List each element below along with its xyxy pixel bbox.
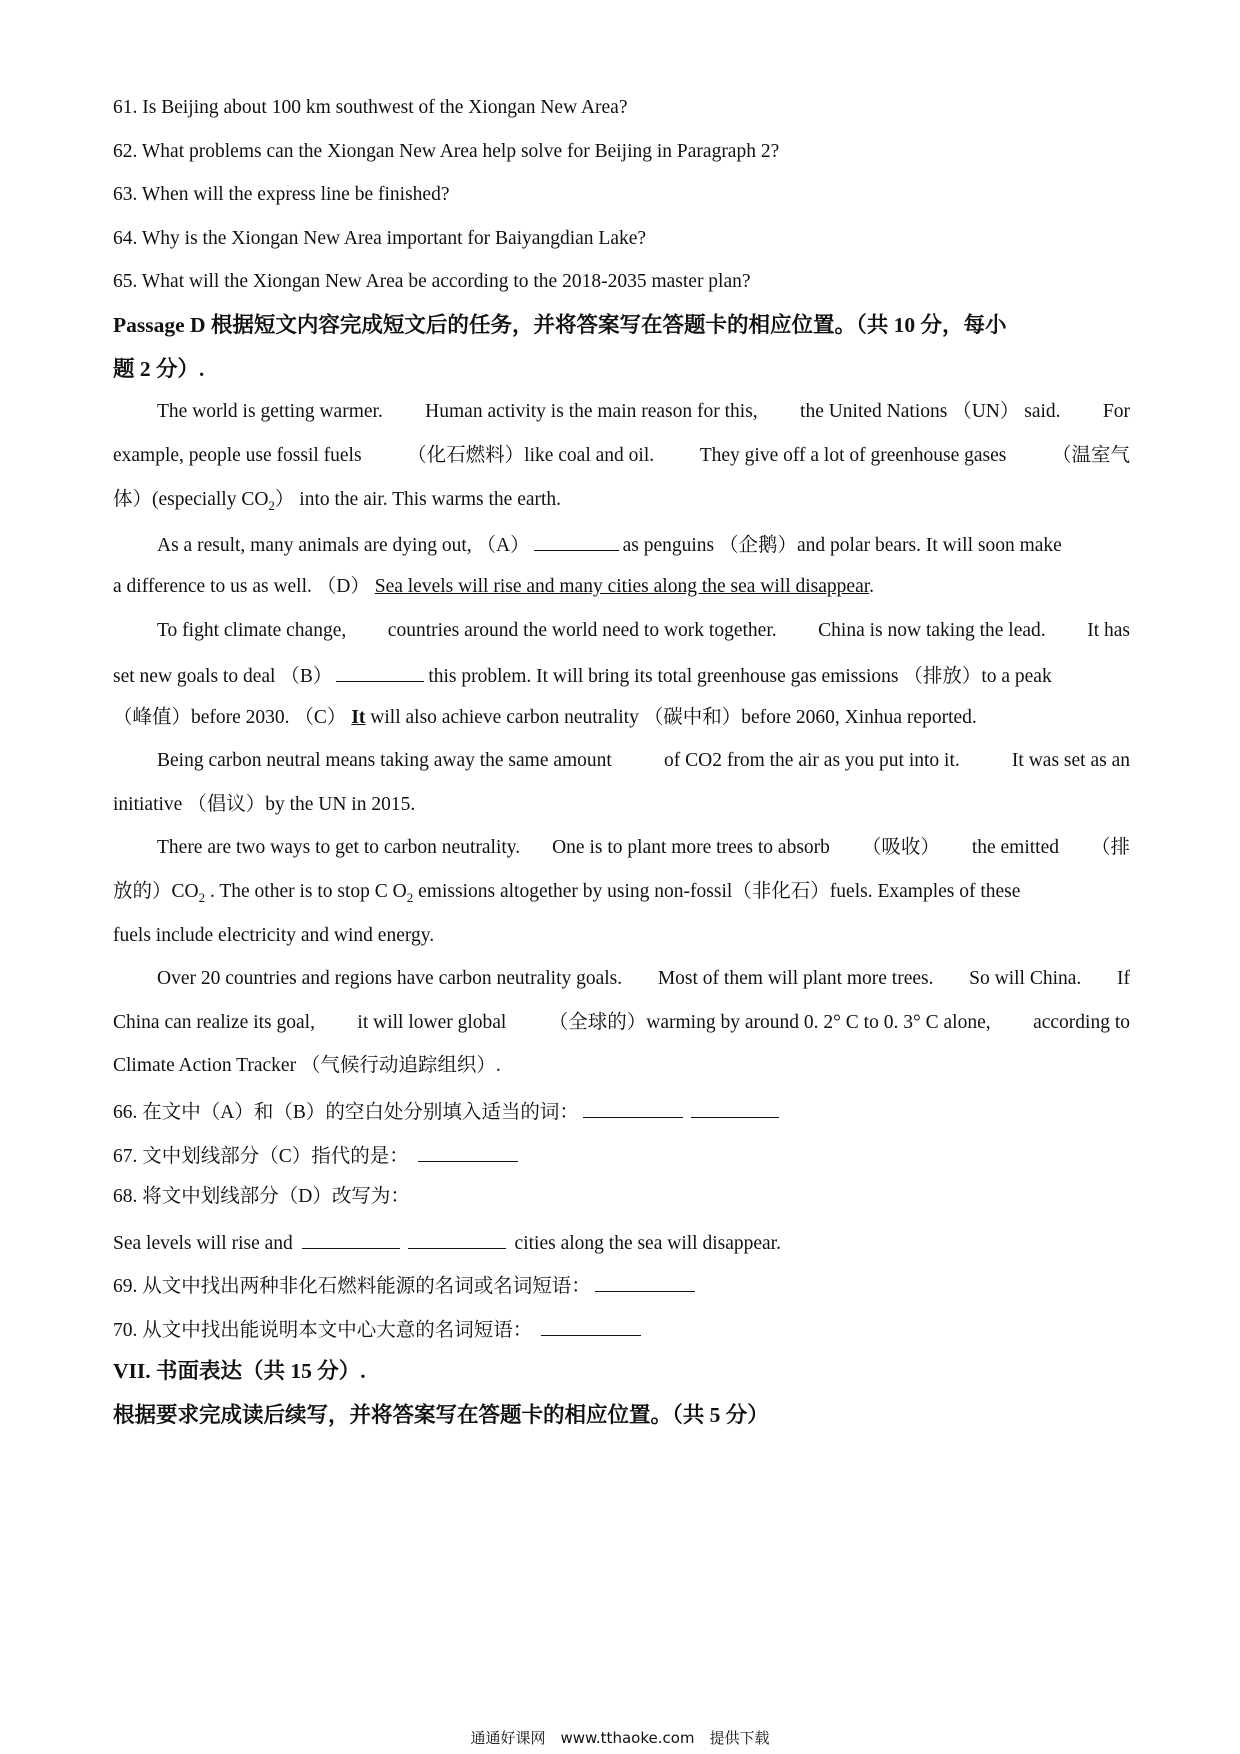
paragraph-2-line-2: [113, 574, 874, 600]
subscript: 2: [198, 889, 206, 905]
text-segment: （峰值）before 2030. （C）: [113, 707, 347, 728]
answer-blank-69[interactable]: [595, 1271, 695, 1292]
passage-d-heading-text: Passage D 根据短文内容完成短文后的任务，并将答案写在答题卡的相应位置。（共 10 分，每小: [113, 313, 1007, 337]
text-segment: the emitted: [971, 837, 1060, 858]
text-segment: a difference to us as well. （D）: [113, 576, 375, 597]
text-segment: .: [869, 576, 875, 597]
paragraph-1-line-3: [113, 487, 561, 513]
paragraph-6-line-2: [113, 1010, 1130, 1036]
paragraph-6-line-3: Climate Action Tracker （气候行动追踪组织）.: [113, 1055, 501, 1076]
text-segment: China is now taking the lead.: [818, 620, 1046, 641]
task-68-text: cities along the sea will disappear.: [514, 1233, 781, 1254]
text-segment: （全球的）warming by around 0. 2° C to 0. 3° C alone,: [548, 1012, 991, 1033]
paragraph-4-line-1: [157, 748, 1130, 774]
text-segment: the United Nations （UN） said.: [800, 401, 1061, 422]
answer-blank-68b[interactable]: [408, 1228, 506, 1249]
text-segment: as penguins （企鹅）and polar bears. It will soon make: [622, 535, 1062, 556]
text-segment: will also achieve carbon neutrality （碳中和）before 2060, Xinhua reported.: [370, 707, 977, 728]
text-segment: （排: [1090, 837, 1130, 858]
answer-blank-66a[interactable]: [583, 1097, 683, 1118]
blank-b: [336, 661, 424, 682]
text-segment: . The other is to stop C O: [205, 881, 407, 902]
underlined-sentence-d: Sea levels will rise and many cities along the sea will disappear: [374, 576, 870, 597]
text-segment: For: [1102, 401, 1130, 422]
text-segment: There are two ways to get to carbon neutrality.: [157, 837, 521, 858]
text-segment: this problem. It will bring its total greenhouse gas emissions （排放）to a peak: [428, 666, 1052, 687]
task-69: [113, 1271, 699, 1300]
paragraph-4-line-2: initiative （倡议）by the UN in 2015.: [113, 794, 416, 815]
text-segment: It has: [1087, 620, 1130, 641]
answer-blank-70[interactable]: [541, 1315, 641, 1336]
text-segment: They give off a lot of greenhouse gases: [699, 445, 1007, 466]
paragraph-5-line-1: [157, 835, 1130, 861]
text-segment: As a result, many animals are dying out, （A）: [157, 535, 530, 556]
text-segment: The world is getting warmer.: [157, 401, 383, 422]
task-66: [113, 1097, 783, 1126]
task-70-prompt: 70. 从文中找出能说明本文中心大意的名词短语：: [113, 1320, 533, 1341]
text-segment: Being carbon neutral means taking away the same amount: [157, 750, 612, 771]
text-segment: countries around the world need to work together.: [387, 620, 777, 641]
paragraph-3-line-2: [113, 661, 1052, 690]
text-segment: it will lower global: [357, 1012, 507, 1033]
task-67-prompt: 67. 文中划线部分（C）指代的是：: [113, 1146, 409, 1167]
text-segment: 放的）CO: [113, 881, 199, 902]
text-segment: （吸收）: [861, 837, 940, 858]
text-segment: Most of them will plant more trees.: [657, 968, 934, 989]
task-66-prompt: 66. 在文中（A）和（B）的空白处分别填入适当的词：: [113, 1102, 579, 1123]
task-70: [113, 1315, 645, 1344]
text-segment: So will China.: [969, 968, 1082, 989]
question-62: 62. What problems can the Xiongan New Area help solve for Beijing in Paragraph 2?: [113, 141, 780, 162]
text-segment: （温室气: [1051, 445, 1130, 466]
paragraph-2-line-1: [157, 530, 1062, 559]
passage-d-heading-cont: 题 2 分）.: [113, 357, 205, 381]
task-69-prompt: 69. 从文中找出两种非化石燃料能源的名词或名词短语：: [113, 1276, 591, 1297]
text-segment: according to: [1033, 1012, 1130, 1033]
blank-a: [534, 530, 619, 551]
paragraph-5-line-2: [113, 879, 1020, 905]
question-61: 61. Is Beijing about 100 km southwest of the Xiongan New Area?: [113, 97, 628, 118]
section-7-title: VII. 书面表达（共 15 分）.: [113, 1359, 366, 1383]
paragraph-1-line-1: [157, 399, 1130, 425]
subscript: 2: [268, 497, 275, 513]
question-63: 63. When will the express line be finished?: [113, 184, 450, 205]
paragraph-3-line-1: [157, 618, 1130, 644]
text-segment: 体）(especially CO: [113, 489, 269, 510]
text-segment: If: [1116, 968, 1130, 989]
subscript: 2: [406, 889, 414, 905]
answer-blank-66b[interactable]: [691, 1097, 779, 1118]
task-67: [113, 1141, 522, 1170]
task-68-text: Sea levels will rise and: [113, 1233, 293, 1254]
text-segment: set new goals to deal （B）: [113, 666, 333, 687]
page-footer: 通通好课网 www.tthaoke.com 提供下载: [470, 1729, 770, 1747]
text-segment: To fight climate change,: [157, 620, 347, 641]
text-segment: One is to plant more trees to absorb: [552, 837, 830, 858]
underlined-word-c: It: [351, 707, 366, 728]
text-segment: emissions altogether by using non-fossil（非化石）fuels. Examples of these: [413, 881, 1021, 902]
text-segment: example, people use fossil fuels: [113, 445, 362, 466]
paragraph-5-line-3: fuels include electricity and wind energy.: [113, 925, 435, 946]
text-segment: It was set as an: [1011, 750, 1130, 771]
text-segment: of CO2 from the air as you put into it.: [664, 750, 960, 771]
text-segment: （化石燃料）like coal and oil.: [407, 445, 655, 466]
answer-blank-67[interactable]: [418, 1141, 518, 1162]
section-7-instruction: 根据要求完成读后续写，并将答案写在答题卡的相应位置。（共 5 分）: [113, 1403, 769, 1427]
answer-blank-68a[interactable]: [302, 1228, 400, 1249]
question-65: 65. What will the Xiongan New Area be according to the 2018-2035 master plan?: [113, 271, 751, 292]
text-segment: Human activity is the main reason for this,: [425, 401, 758, 422]
paragraph-1-line-2: [113, 443, 1130, 469]
task-68: 68. 将文中划线部分（D）改写为：: [113, 1186, 410, 1207]
text-segment: Over 20 countries and regions have carbon neutrality goals.: [157, 968, 623, 989]
text-segment: ） into the air. This warms the earth.: [274, 489, 562, 510]
task-68-rewrite: [113, 1228, 781, 1257]
passage-d-heading: [113, 312, 1130, 338]
question-64: 64. Why is the Xiongan New Area important for Baiyangdian Lake?: [113, 228, 647, 249]
paragraph-6-line-1: [157, 966, 1130, 992]
paragraph-3-line-3: [113, 705, 977, 731]
text-segment: China can realize its goal,: [113, 1012, 315, 1033]
